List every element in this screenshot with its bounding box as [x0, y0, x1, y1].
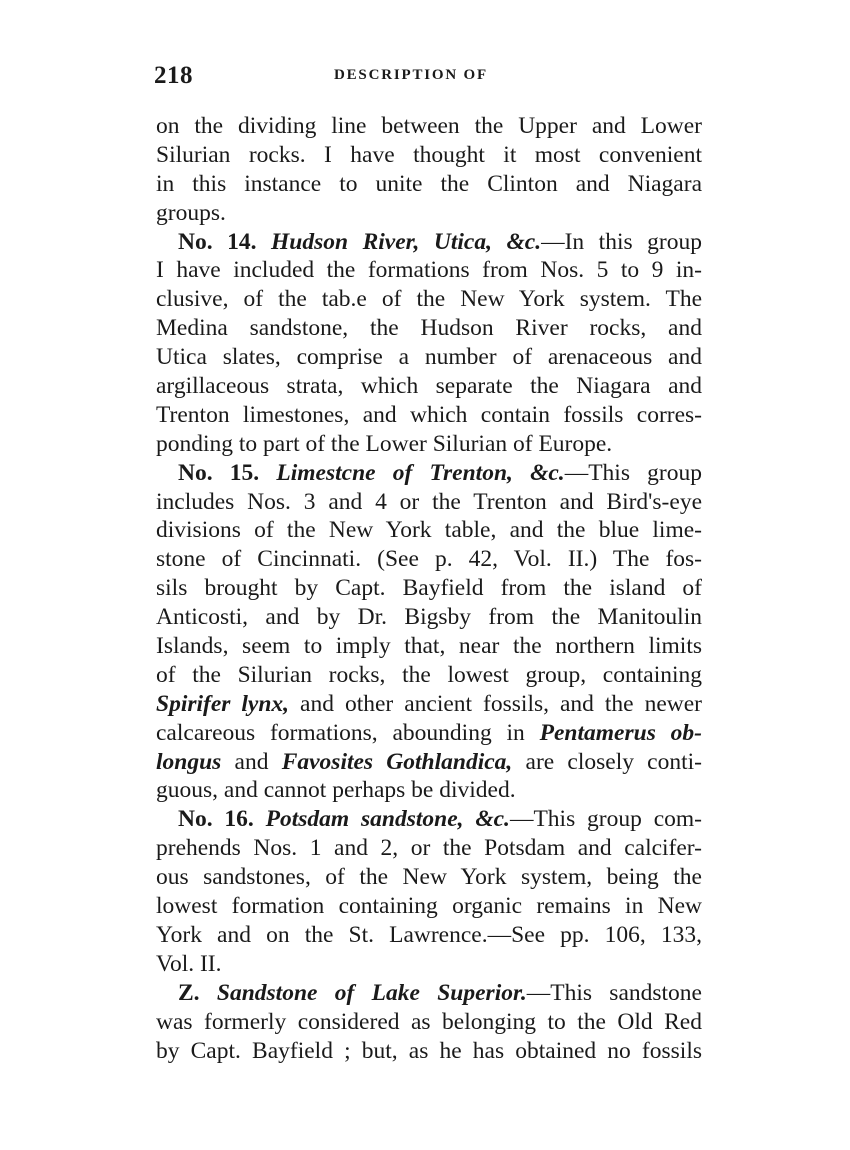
- text-segment: ous sandstones, of the New York system, being the: [156, 864, 702, 891]
- text-line: [156, 834, 702, 863]
- text-segment: calcareous formations, abounding in: [156, 719, 540, 746]
- text-segment: Medina sandstone, the Hudson River rocks, and: [156, 315, 702, 342]
- text-segment: —This group com-: [509, 806, 702, 833]
- text-segment: on the dividing line between the Upper and Lower: [156, 113, 702, 139]
- text-line: [156, 430, 702, 459]
- text-segment: Spirifer lynx,: [156, 690, 290, 717]
- text-segment: argillaceous strata, which separate the Niagara and: [156, 373, 702, 400]
- text-segment: prehends Nos. 1 and 2, or the Potsdam and calcifer-: [156, 835, 702, 862]
- text-segment: ponding to part of the Lower Silurian of Europe.: [156, 430, 613, 457]
- body-text: [156, 112, 702, 1065]
- text-segment: Sandstone of Lake Superior.: [216, 979, 527, 1006]
- text-line: [156, 863, 702, 892]
- text-line: [156, 1037, 702, 1066]
- text-line: [156, 170, 702, 199]
- text-segment: of the Silurian rocks, the lowest group, containing: [156, 661, 702, 688]
- text-segment: Potsdam sandstone, &c.: [265, 806, 510, 833]
- text-line: [156, 1008, 702, 1037]
- text-segment: in this instance to unite the Clinton and Niagara: [156, 170, 702, 197]
- text-segment: —In this group: [541, 228, 702, 255]
- text-line: [156, 228, 702, 257]
- text-segment: are closely conti-: [512, 748, 702, 775]
- text-segment: Z.: [178, 979, 217, 1006]
- text-line: [156, 661, 702, 690]
- text-line: [156, 459, 702, 488]
- text-segment: Favosites Gothlandica,: [281, 748, 513, 775]
- page-number: 218: [154, 62, 193, 89]
- text-segment: stone of Cincinnati. (See p. 42, Vol. II.) The fos-: [156, 546, 702, 573]
- text-line: [156, 603, 702, 632]
- text-line: [156, 256, 702, 285]
- text-segment: Silurian rocks. I have thought it most convenient: [156, 141, 702, 168]
- text-line: [156, 574, 702, 603]
- text-line: [156, 488, 702, 517]
- text-segment: Anticosti, and by Dr. Bigsby from the Manitoulin: [156, 604, 702, 631]
- text-segment: No. 14.: [178, 228, 272, 255]
- text-line: [156, 545, 702, 574]
- text-line: [156, 776, 702, 805]
- text-segment: and other ancient fossils, and the newer: [289, 690, 702, 717]
- text-line: [156, 314, 702, 343]
- text-segment: lowest formation containing organic remains in New: [156, 893, 702, 920]
- text-line: [156, 921, 702, 950]
- text-segment: was formerly considered as belonging to the Old Red: [156, 1008, 702, 1035]
- running-title: DESCRIPTION OF: [334, 67, 488, 83]
- text-segment: Utica slates, comprise a number of arenaceous and: [156, 344, 702, 371]
- text-line: [156, 372, 702, 401]
- text-segment: York and on the St. Lawrence.—See pp. 106, 133,: [156, 921, 702, 948]
- text-line: [156, 748, 702, 777]
- text-segment: longus: [156, 748, 222, 775]
- text-segment: Vol. II.: [156, 950, 222, 977]
- text-line: [156, 719, 702, 748]
- text-segment: —This sandstone: [526, 979, 702, 1006]
- text-line: [156, 516, 702, 545]
- text-line: [156, 690, 702, 719]
- text-segment: includes Nos. 3 and 4 or the Trenton and Bird's-eye: [156, 488, 702, 515]
- text-segment: I have included the formations from Nos. 5 to 9 in-: [156, 257, 702, 284]
- text-segment: Trenton limestones, and which contain fossils corres-: [156, 401, 702, 428]
- text-segment: divisions of the New York table, and the blue lime-: [156, 517, 702, 544]
- text-segment: sils brought by Capt. Bayfield from the island of: [156, 575, 702, 602]
- text-line: [156, 632, 702, 661]
- text-segment: guous, and cannot perhaps be divided.: [156, 777, 516, 804]
- text-line: [156, 141, 702, 170]
- text-segment: Hudson River, Utica, &c.: [271, 228, 542, 255]
- text-segment: Pentamerus ob-: [539, 719, 702, 746]
- text-line: [156, 343, 702, 372]
- text-segment: clusive, of the tab.e of the New York system. The: [156, 286, 702, 313]
- text-segment: —This group: [564, 459, 702, 486]
- running-head: [154, 62, 700, 96]
- text-line: [156, 979, 702, 1008]
- text-line: [156, 285, 702, 314]
- text-line: [156, 950, 702, 979]
- text-line: [156, 112, 702, 141]
- text-line: [156, 401, 702, 430]
- text-segment: Islands, seem to imply that, near the northern limits: [156, 633, 702, 660]
- text-line: [156, 199, 702, 228]
- text-line: [156, 805, 702, 834]
- text-segment: by Capt. Bayfield ; but, as he has obtained no fossils: [156, 1037, 702, 1064]
- text-segment: and: [221, 748, 282, 775]
- text-segment: No. 16.: [178, 806, 266, 833]
- text-segment: No. 15.: [178, 459, 277, 486]
- text-segment: Limestcne of Trenton, &c.: [276, 459, 565, 486]
- text-line: [156, 892, 702, 921]
- text-segment: groups.: [156, 199, 226, 226]
